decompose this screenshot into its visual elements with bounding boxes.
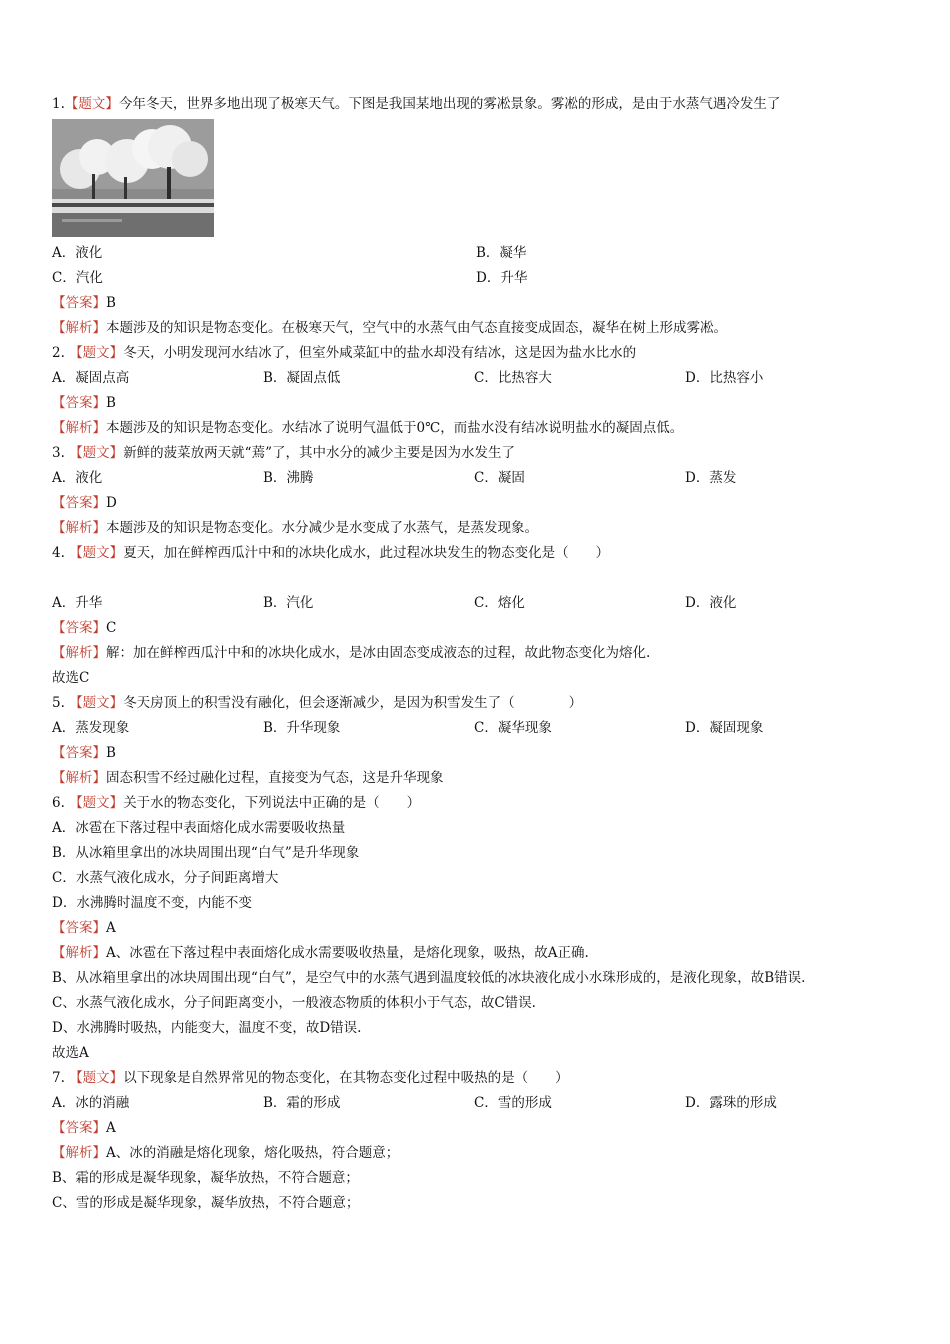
question-number: 6. xyxy=(52,795,65,811)
answer-line xyxy=(52,291,902,316)
analysis-tag: 【解析】 xyxy=(52,645,106,661)
answer-value: A xyxy=(106,920,116,936)
analysis-tag: 【解析】 xyxy=(52,945,106,961)
analysis-continuation: B、从冰箱里拿出的冰块周围出现“白气”，是空气中的水蒸气遇到温度较低的冰块液化成小水珠形成的，是液化现象，故B错误. xyxy=(52,970,806,986)
answer-value: B xyxy=(106,295,116,311)
options-row xyxy=(52,1091,902,1116)
analysis-text: 本题涉及的知识是物态变化。水分减少是水变成了水蒸气，是蒸发现象。 xyxy=(106,520,538,536)
analysis-line xyxy=(52,416,902,441)
option-d: D．蒸发 xyxy=(685,470,737,486)
question-text: 关于水的物态变化，下列说法中正确的是（ ） xyxy=(123,795,421,811)
options-row xyxy=(52,266,902,291)
question-6 xyxy=(52,791,902,816)
option-a: A．液化 xyxy=(52,245,103,261)
answer-tag: 【答案】 xyxy=(52,395,106,411)
option-c: C．水蒸气液化成水，分子间距离增大 xyxy=(52,870,279,886)
options-row xyxy=(52,716,902,741)
blank-line xyxy=(52,566,902,591)
question-text: 新鲜的菠菜放两天就“蔫”了，其中水分的减少主要是因为水发生了 xyxy=(123,445,515,461)
option-c: C．凝固 xyxy=(474,470,525,486)
question-3 xyxy=(52,441,902,466)
option-a: A．升华 xyxy=(52,595,103,611)
option-b: B．升华现象 xyxy=(263,720,341,736)
question-text: 今年冬天，世界多地出现了极寒天气。下图是我国某地出现的雾凇景象。雾凇的形成，是由于水蒸气遇冷发生了 xyxy=(118,96,781,112)
question-tag: 【题文】 xyxy=(69,795,124,811)
option-d: D．水沸腾时温度不变，内能不变 xyxy=(52,895,252,911)
question-text: 冬天，小明发现河水结冰了，但室外咸菜缸中的盐水却没有结冰，这是因为盐水比水的 xyxy=(123,345,637,361)
question-number: 1. xyxy=(52,96,65,112)
option-c: C．凝华现象 xyxy=(474,720,552,736)
question-number: 5. xyxy=(52,695,65,711)
question-number: 4. xyxy=(52,545,65,561)
rime-trees-photo xyxy=(52,119,214,237)
answer-value: A xyxy=(106,1120,116,1136)
question-7 xyxy=(52,1066,902,1091)
answer-line xyxy=(52,741,902,766)
answer-value: C xyxy=(106,620,117,636)
question-1 xyxy=(52,92,902,117)
answer-line xyxy=(52,391,902,416)
answer-tag: 【答案】 xyxy=(52,1120,106,1136)
analysis-text: A、冰雹在下落过程中表面熔化成水需要吸收热量，是熔化现象，吸热，故A正确. xyxy=(106,945,589,961)
conclusion-line: 故选C xyxy=(52,670,90,686)
answer-line xyxy=(52,491,902,516)
analysis-text: 固态积雪不经过融化过程，直接变为气态，这是升华现象 xyxy=(106,770,444,786)
analysis-text: 解：加在鲜榨西瓜汁中和的冰块化成水，是冰由固态变成液态的过程，故此物态变化为熔化. xyxy=(106,645,651,661)
analysis-text: 本题涉及的知识是物态变化。水结冰了说明气温低于0℃，而盐水没有结冰说明盐水的凝固点低。 xyxy=(106,420,684,436)
question-text: 冬天房顶上的积雪没有融化，但会逐渐减少，是因为积雪发生了（ ） xyxy=(123,695,583,711)
question-number: 2. xyxy=(52,345,65,361)
question-tag: 【题文】 xyxy=(69,445,124,461)
answer-tag: 【答案】 xyxy=(52,295,106,311)
option-c: C．比热容大 xyxy=(474,370,552,386)
analysis-tag: 【解析】 xyxy=(52,770,106,786)
option-d: D．露珠的形成 xyxy=(685,1095,777,1111)
option-a: A．冰雹在下落过程中表面熔化成水需要吸收热量 xyxy=(52,820,346,836)
analysis-tag: 【解析】 xyxy=(52,1145,106,1161)
analysis-continuation: D、水沸腾时吸热，内能变大，温度不变，故D错误. xyxy=(52,1020,362,1036)
answer-value: D xyxy=(106,495,117,511)
option-b: B．汽化 xyxy=(263,595,314,611)
answer-line xyxy=(52,616,902,641)
question-5 xyxy=(52,691,902,716)
option-c: C．汽化 xyxy=(52,270,103,286)
question-tag: 【题文】 xyxy=(64,96,119,112)
analysis-text: 本题涉及的知识是物态变化。在极寒天气，空气中的水蒸气由气态直接变成固态，凝华在树上形成雾凇。 xyxy=(106,320,727,336)
question-tag: 【题文】 xyxy=(69,545,124,561)
analysis-continuation: C、雪的形成是凝华现象，凝华放热，不符合题意； xyxy=(52,1195,360,1211)
option-c: C．熔化 xyxy=(474,595,525,611)
option-d: D．比热容小 xyxy=(685,370,764,386)
analysis-line xyxy=(52,316,902,341)
option-d: D．液化 xyxy=(685,595,737,611)
option-b: B．沸腾 xyxy=(263,470,314,486)
option-b: B．从冰箱里拿出的冰块周围出现“白气”是升华现象 xyxy=(52,845,360,861)
analysis-text: A、冰的消融是熔化现象，熔化吸热，符合题意； xyxy=(106,1145,400,1161)
options-row xyxy=(52,591,902,616)
analysis-tag: 【解析】 xyxy=(52,320,106,336)
conclusion-line: 故选A xyxy=(52,1045,89,1061)
analysis-tag: 【解析】 xyxy=(52,520,106,536)
analysis-tag: 【解析】 xyxy=(52,420,106,436)
question-number: 3. xyxy=(52,445,65,461)
question-text: 夏天，加在鲜榨西瓜汁中和的冰块化成水，此过程冰块发生的物态变化是（ ） xyxy=(123,545,610,561)
answer-tag: 【答案】 xyxy=(52,745,106,761)
question-number: 7. xyxy=(52,1070,65,1086)
question-tag: 【题文】 xyxy=(69,695,124,711)
option-a: A．凝固点高 xyxy=(52,370,130,386)
analysis-continuation: B、霜的形成是凝华现象，凝华放热，不符合题意； xyxy=(52,1170,359,1186)
answer-tag: 【答案】 xyxy=(52,920,106,936)
option-c: C．雪的形成 xyxy=(474,1095,552,1111)
question-text: 以下现象是自然界常见的物态变化，在其物态变化过程中吸热的是（ ） xyxy=(123,1070,569,1086)
question-tag: 【题文】 xyxy=(69,345,124,361)
answer-tag: 【答案】 xyxy=(52,495,106,511)
analysis-line xyxy=(52,516,902,541)
option-a: A．液化 xyxy=(52,470,103,486)
answer-tag: 【答案】 xyxy=(52,620,106,636)
option-a: A．蒸发现象 xyxy=(52,720,130,736)
option-a: A．冰的消融 xyxy=(52,1095,130,1111)
answer-line xyxy=(52,916,902,941)
question-2 xyxy=(52,341,902,366)
option-b: B．凝固点低 xyxy=(263,370,341,386)
options-row xyxy=(52,241,902,266)
answer-value: B xyxy=(106,395,116,411)
analysis-line xyxy=(52,941,902,966)
analysis-line xyxy=(52,1141,902,1166)
question-4 xyxy=(52,541,902,566)
answer-line xyxy=(52,1116,902,1141)
options-row xyxy=(52,466,902,491)
answer-value: B xyxy=(106,745,116,761)
option-b: B．凝华 xyxy=(476,245,527,261)
analysis-continuation: C、水蒸气液化成水，分子间距离变小，一般液态物质的体积小于气态，故C错误. xyxy=(52,995,536,1011)
option-b: B．霜的形成 xyxy=(263,1095,341,1111)
analysis-line xyxy=(52,641,902,666)
exam-page xyxy=(52,92,902,1216)
analysis-line xyxy=(52,766,902,791)
option-d: D．升华 xyxy=(476,270,528,286)
question-tag: 【题文】 xyxy=(69,1070,124,1086)
options-row xyxy=(52,366,902,391)
option-d: D．凝固现象 xyxy=(685,720,764,736)
